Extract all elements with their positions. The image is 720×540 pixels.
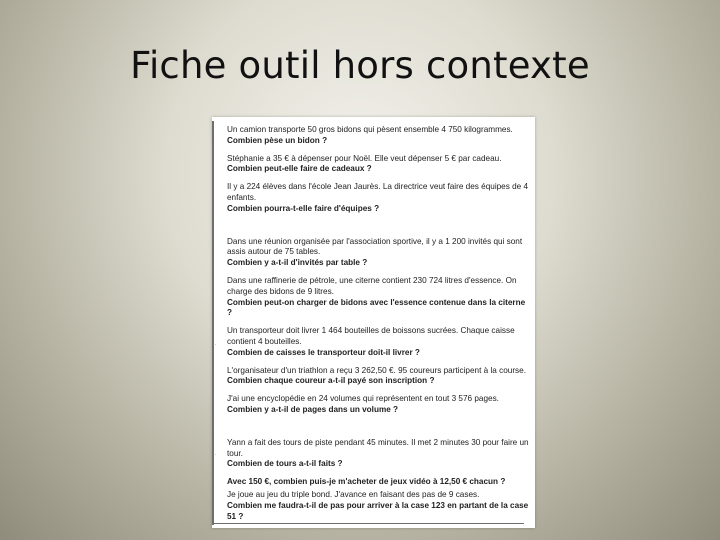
problem-question: Combien peut-elle faire de cadeaux ? bbox=[227, 164, 372, 174]
problem-7 bbox=[227, 366, 530, 388]
worksheet-content bbox=[227, 125, 530, 529]
problem-text: Stéphanie a 35 € à dépenser pour Noël. Elle veut dépenser 5 € par cadeau. bbox=[227, 153, 502, 163]
problem-text: Un camion transporte 50 gros bidons qui pèsent ensemble 4 750 kilogrammes. bbox=[227, 125, 513, 134]
problem-text: Dans une réunion organisée par l'association sportive, il y a 1 200 invités qui sont assis autour de 75 tables. bbox=[227, 236, 523, 257]
problem-text: Il y a 224 élèves dans l'école Jean Jaurès. La directrice veut faire des équipes de 4 enfants. bbox=[227, 182, 529, 202]
problem-text: Un transporteur doit livrer 1 464 bouteilles de boissons sucrées. Chaque caisse contient 4 bouteilles. bbox=[227, 326, 515, 346]
problem-question: Combien de caisses le transporteur doit-il livrer ? bbox=[227, 347, 420, 357]
problem-8 bbox=[227, 394, 530, 416]
worksheet-page bbox=[212, 117, 535, 528]
problem-3 bbox=[227, 182, 530, 214]
problem-text: L'organisateur d'un triathlon a reçu 3 262,50 €. 95 coureurs participent à la course. bbox=[227, 365, 526, 375]
problem-question: Combien y a-t-il de pages dans un volume ? bbox=[227, 404, 399, 414]
problem-question: Combien y a-t-il d'invités par table ? bbox=[227, 258, 368, 268]
problem-6 bbox=[227, 326, 530, 358]
problem-question: Combien de tours a-t-il faits ? bbox=[227, 459, 343, 469]
problem-4 bbox=[227, 237, 530, 269]
problem-text: Yann a fait des tours de piste pendant 45 minutes. Il met 2 minutes 30 pour faire un tour. bbox=[227, 437, 529, 458]
problem-1 bbox=[227, 125, 530, 147]
margin-tick: · bbox=[215, 342, 217, 348]
problem-text: Dans une raffinerie de pétrole, une citerne contient 230 724 litres d'essence. On charge des bidons de 9 litres. bbox=[227, 275, 517, 296]
problem-question: Combien chaque coureur a-t-il payé son inscription ? bbox=[227, 376, 435, 386]
problem-question: Combien pourra-t-elle faire d'équipes ? bbox=[227, 203, 380, 213]
slide-title: Fiche outil hors contexte bbox=[130, 44, 590, 87]
problem-text: J'ai une encyclopédie en 24 volumes qui représentent en tout 3 576 pages. bbox=[227, 394, 499, 404]
problem-question: Combien me faudra-t-il de pas pour arriver à la case 123 en partant de la case 51 ? bbox=[227, 500, 529, 521]
problem-9 bbox=[227, 438, 530, 470]
problem-question: Combien peut-on charger de bidons avec l'essence contenue dans la citerne ? bbox=[227, 297, 526, 318]
problem-10 bbox=[227, 477, 530, 488]
problem-5 bbox=[227, 276, 530, 319]
spacer bbox=[227, 222, 530, 237]
problem-11 bbox=[227, 490, 530, 522]
problem-text: Je joue au jeu du triple bond. J'avance en faisant des pas de 9 cases. bbox=[227, 489, 480, 499]
problem-2 bbox=[227, 154, 530, 176]
problem-question: Combien pèse un bidon ? bbox=[227, 135, 328, 145]
problem-question: Avec 150 €, combien puis-je m'acheter de jeux vidéo à 12,50 € chacun ? bbox=[227, 477, 506, 487]
left-margin-rule bbox=[212, 121, 214, 525]
spacer bbox=[227, 423, 530, 438]
margin-tick: · bbox=[215, 452, 217, 458]
